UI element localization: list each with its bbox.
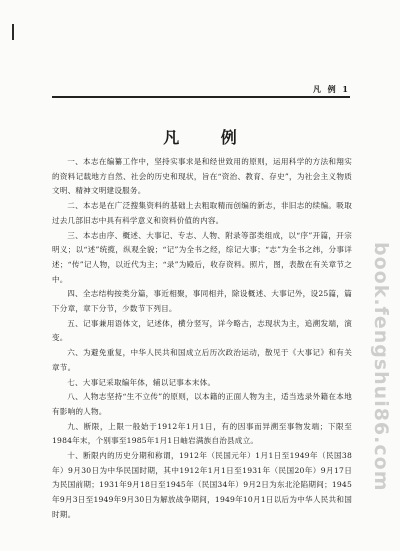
paragraph: 七、大事记采取编年体，辅以记事本末体。 <box>67 377 216 387</box>
paragraph: 三、本志由序、概述、大事记、专志、人物、附录等部类组成，以“序”开篇，开宗明义；以“述”统揽，纵观全貌；“记”为全书之经，综记大事；“志”为全书之纬，分事详述；“传”记人物，以近代为主；“录”为殿后，收存资料。照片，图，表散在有关章节之中。 <box>52 230 352 284</box>
paragraph: 四、全志结构按类分篇，事近相聚，事同相并，除设概述、大事记外，设25篇，篇下分章，章下分节，少数节下列目。 <box>52 289 352 314</box>
paragraph: 一、本志在编纂工作中，坚持实事求是和经世致用的原则，运用科学的方法和翔实的资料记载地方自然、社会的历史和现状，旨在“资治、教育、存史”，为社会主义物质文明、精神文明建设服务。 <box>52 157 352 196</box>
body-text <box>52 155 352 523</box>
page-edge-mark <box>12 24 14 40</box>
page-title: 凡 例 <box>163 128 255 147</box>
paragraph: 五、记事兼用语体文，记述体，横分竖写，详今略古，志现状为主，追溯发端，演变。 <box>52 318 352 343</box>
paragraph: 九、断限，上限一般始于1912年1月1日，有的因事而异溯至事物发端；下限至1984年末，个别事至1985年1月1日岫岩满族自治县成立。 <box>52 421 352 446</box>
header-rule <box>52 96 350 98</box>
paragraph: 六、为避免重复，中华人民共和国成立后历次政治运动，散见于《大事记》和有关章节。 <box>52 348 352 372</box>
paragraph: 八、人物志坚持“生不立传”的原则，以本籍的正面人物为主，适当选录外籍在本地有影响的人物。 <box>52 392 352 416</box>
paragraph: 二、本志是在广泛搜集资料的基础上去粗取精而创编的新志，非旧志的续编。吸取过去几部旧志中具有科学意义和资料价值的内容。 <box>52 201 352 225</box>
watermark-text: book.fengshui86.com <box>370 241 392 491</box>
running-head: 凡 例 1 <box>312 84 350 94</box>
paragraph: 十、断限内的历史分期和称谓，1912年（民国元年）1月1日至1949年（民国38年）9月30日为中华民国时期，其中1912年1月1日至1931年（民国20年）9月17日为民国前期；1931年9月18日至1945年（民国34年）9月2日为东北沦陷期间；1945年9月3日至1949年9月30日为解放战争期间，1949年10月1日以后为中华人民共和国时期。 <box>52 451 352 519</box>
